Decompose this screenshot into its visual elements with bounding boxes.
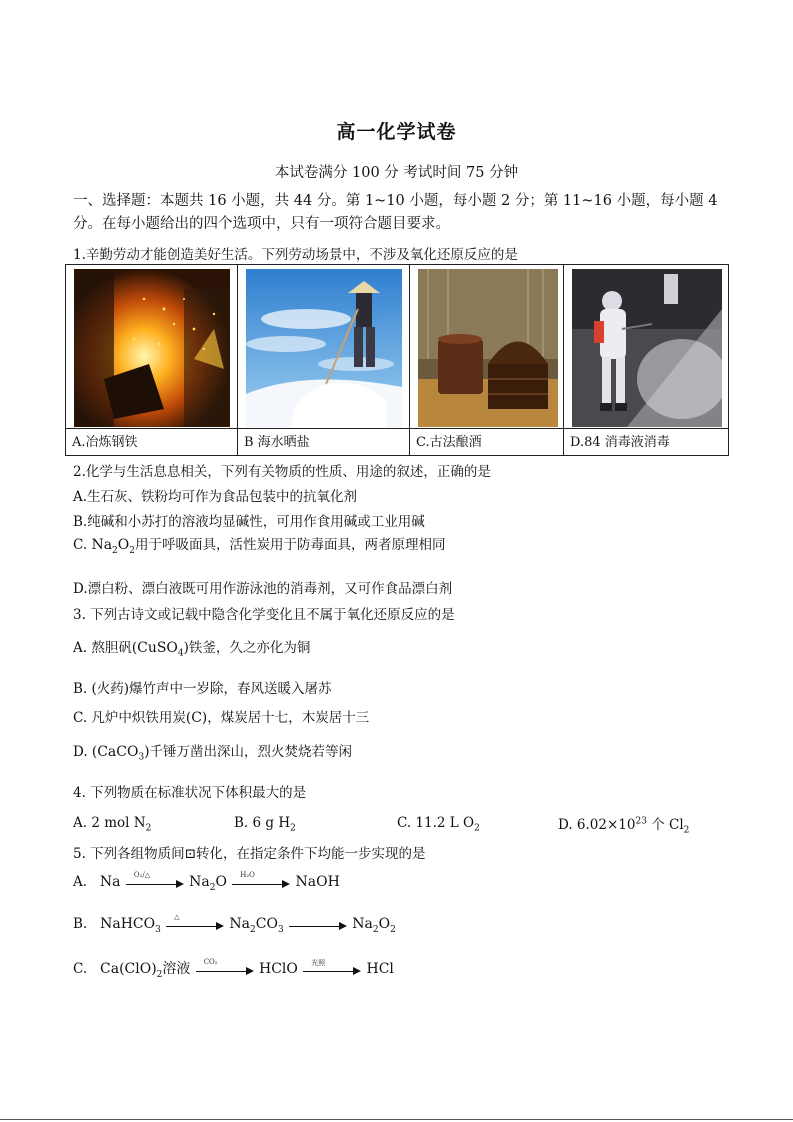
q4-option-d: [558, 813, 689, 836]
q2-c-o: O: [117, 537, 130, 553]
reaction-arrow-icon: [126, 870, 184, 889]
q5-c-s1-solution: 溶液: [162, 961, 191, 977]
q4-d-post: 个 Cl: [646, 817, 684, 833]
q5-b-s3-sub2: 2: [390, 924, 396, 935]
q4-a-sub: 2: [145, 823, 152, 834]
q5-b-s2-na: Na: [229, 916, 251, 932]
q5-stem: 5. 下列各组物质间⊡转化，在指定条件下均能一步实现的是: [73, 846, 426, 862]
q3-stem: 3. 下列古诗文或记载中隐含化学变化且不属于氧化还原反应的是: [73, 607, 455, 623]
q5-b-s1-text: NaHCO: [100, 916, 156, 932]
q3-option-b: B. (火药)爆竹声中一岁除，春风送暖入屠苏: [73, 681, 332, 697]
q5-b-condition1: △: [174, 912, 180, 921]
q3-c-pre: C. 凡炉中炽铁用炭(: [73, 710, 192, 726]
q5-a-species2: [189, 874, 227, 893]
q5-a-s2-sub: 2: [209, 882, 216, 893]
q3-d-formula: CaCO: [97, 744, 139, 760]
reaction-arrow-icon: [166, 912, 224, 931]
q1-stem: 1.辛勤劳动才能创造美好生活。下列劳动场景中，不涉及氧化还原反应的是: [73, 247, 518, 263]
q2-stem: 2.化学与生活息息相关，下列有关物质的性质、用途的叙述，正确的是: [73, 464, 491, 480]
q1-option-c: [410, 265, 564, 455]
q5-a-s2-na: Na: [189, 874, 210, 890]
q5-a-species3: NaOH: [295, 874, 340, 890]
sea-salt-drying-image: [246, 269, 402, 427]
reaction-arrow-icon: [303, 958, 361, 976]
q3-d-post: )千锤万凿出深山，烈火焚烧若等闲: [144, 744, 352, 760]
q4-a-text: A. 2 mol N: [73, 815, 146, 831]
q4-b-sub: 2: [290, 823, 296, 834]
reaction-arrow-icon: [232, 870, 290, 889]
q3-a-sub: 4: [177, 648, 184, 659]
q2-c-formula: [91, 537, 135, 556]
q5-b-species2: [229, 916, 284, 935]
q1-option-a-label: A.冶炼钢铁: [66, 428, 237, 456]
q5-a-s2-o: O: [215, 874, 227, 890]
q5-c-species2: HClO: [259, 961, 298, 977]
q1-option-a: [66, 265, 238, 455]
q5-b-label: B.: [73, 916, 88, 932]
q1-option-b-label: B 海水晒盐: [238, 428, 409, 456]
q3-a-pre: A. 熬胆矾(: [73, 640, 138, 656]
q2-option-b: B.纯碱和小苏打的溶液均显碱性，可用作食用碱或工业用碱: [73, 514, 425, 530]
q1-option-table: [65, 264, 729, 456]
q2-option-c: [73, 533, 446, 556]
q3-c-post: )，煤炭居十七，木炭居十三: [201, 710, 370, 726]
q5-c-s1-text: Ca(ClO): [100, 961, 157, 977]
q5-a-species1: Na: [99, 874, 121, 890]
q4-c-sub: 2: [474, 823, 480, 834]
q3-option-a: [73, 636, 310, 659]
q5-c-condition2: 光照: [311, 958, 326, 967]
q1-option-d-label: D.84 消毒液消毒: [564, 428, 728, 456]
q3-d-sub: 3: [138, 752, 145, 763]
q5-b-s3-na: Na: [352, 916, 373, 932]
q5-option-c: [73, 958, 394, 980]
q5-c-species3: HCl: [366, 961, 394, 977]
q3-c-formula: C: [191, 710, 202, 726]
q1-option-d: [564, 265, 728, 455]
q5-option-a: [73, 870, 340, 893]
q3-option-d: [73, 740, 352, 763]
q1-option-b: [238, 265, 410, 455]
q4-stem: 4. 下列物质在标准状况下体积最大的是: [73, 785, 307, 801]
q3-a-post: )铁釜，久之亦化为铜: [183, 640, 311, 656]
q4-c-text: C. 11.2 L O: [397, 815, 475, 831]
q3-d-pre: D. (: [73, 744, 98, 760]
q5-a-label: A.: [73, 874, 88, 890]
q5-a-condition1: O₂/△: [133, 870, 151, 879]
q4-option-a: [73, 815, 151, 834]
q5-b-s3-o: O: [378, 916, 391, 932]
page-title: 高一化学试卷: [336, 121, 457, 143]
q5-a-condition2: H₂O: [240, 870, 255, 879]
q4-d-sub: 2: [683, 825, 690, 836]
q4-d-pre: D. 6.02×10: [558, 817, 636, 833]
wine-brewing-image: [418, 269, 558, 427]
q2-option-d: D.漂白粉、漂白液既可用作游泳池的消毒剂，又可作食品漂白剂: [73, 581, 453, 597]
q4-option-c: [397, 815, 480, 834]
q4-option-b: [234, 815, 296, 834]
q5-b-s2-sub2: 3: [277, 924, 284, 935]
q5-b-species3: [352, 916, 396, 935]
q2-c-sub1: 2: [112, 545, 118, 556]
q5-c-label: C.: [73, 961, 88, 977]
q2-c-sub2: 2: [129, 545, 135, 556]
q1-option-c-label: C.古法酿酒: [410, 428, 563, 456]
q3-a-formula: CuSO: [137, 640, 178, 656]
q5-option-b: [73, 912, 396, 935]
reaction-arrow-icon: [196, 957, 254, 976]
section-instructions: 一、选择题：本题共 16 小题，共 44 分。第 1~10 小题，每小题 2 分；第 11~16 小题，每小题 4 分。在每小题给出的四个选项中，只有一项符合题目要求。: [73, 193, 718, 232]
exam-info: 本试卷满分 100 分 考试时间 75 分钟: [274, 165, 519, 181]
q2-c-prefix: C.: [73, 537, 92, 553]
q4-d-sup: 23: [635, 816, 647, 827]
q2-option-a: A.生石灰、铁粉均可作为食品包装中的抗氧化剂: [73, 489, 358, 505]
q2-c-rest: 用于呼吸面具，活性炭用于防毒面具，两者原理相同: [135, 537, 446, 553]
q5-b-species1: [100, 916, 161, 935]
steel-smelting-image: [74, 269, 230, 427]
reaction-arrow-icon: [289, 919, 347, 931]
q5-b-s2-co: CO: [255, 916, 278, 932]
q5-c-condition1: CO₂: [203, 957, 218, 966]
q5-b-s2-sub: 2: [250, 924, 256, 935]
q5-c-species1: [100, 961, 191, 980]
q3-option-c: [73, 706, 369, 726]
q4-b-text: B. 6 g H: [234, 815, 291, 831]
q5-c-s1-sub: 2: [156, 969, 163, 980]
q2-c-na: Na: [91, 537, 113, 553]
q5-b-s1-sub: 3: [155, 924, 161, 935]
page-bottom-rule: [0, 1119, 793, 1120]
q5-b-s3-sub: 2: [372, 924, 379, 935]
disinfection-image: [572, 269, 722, 427]
